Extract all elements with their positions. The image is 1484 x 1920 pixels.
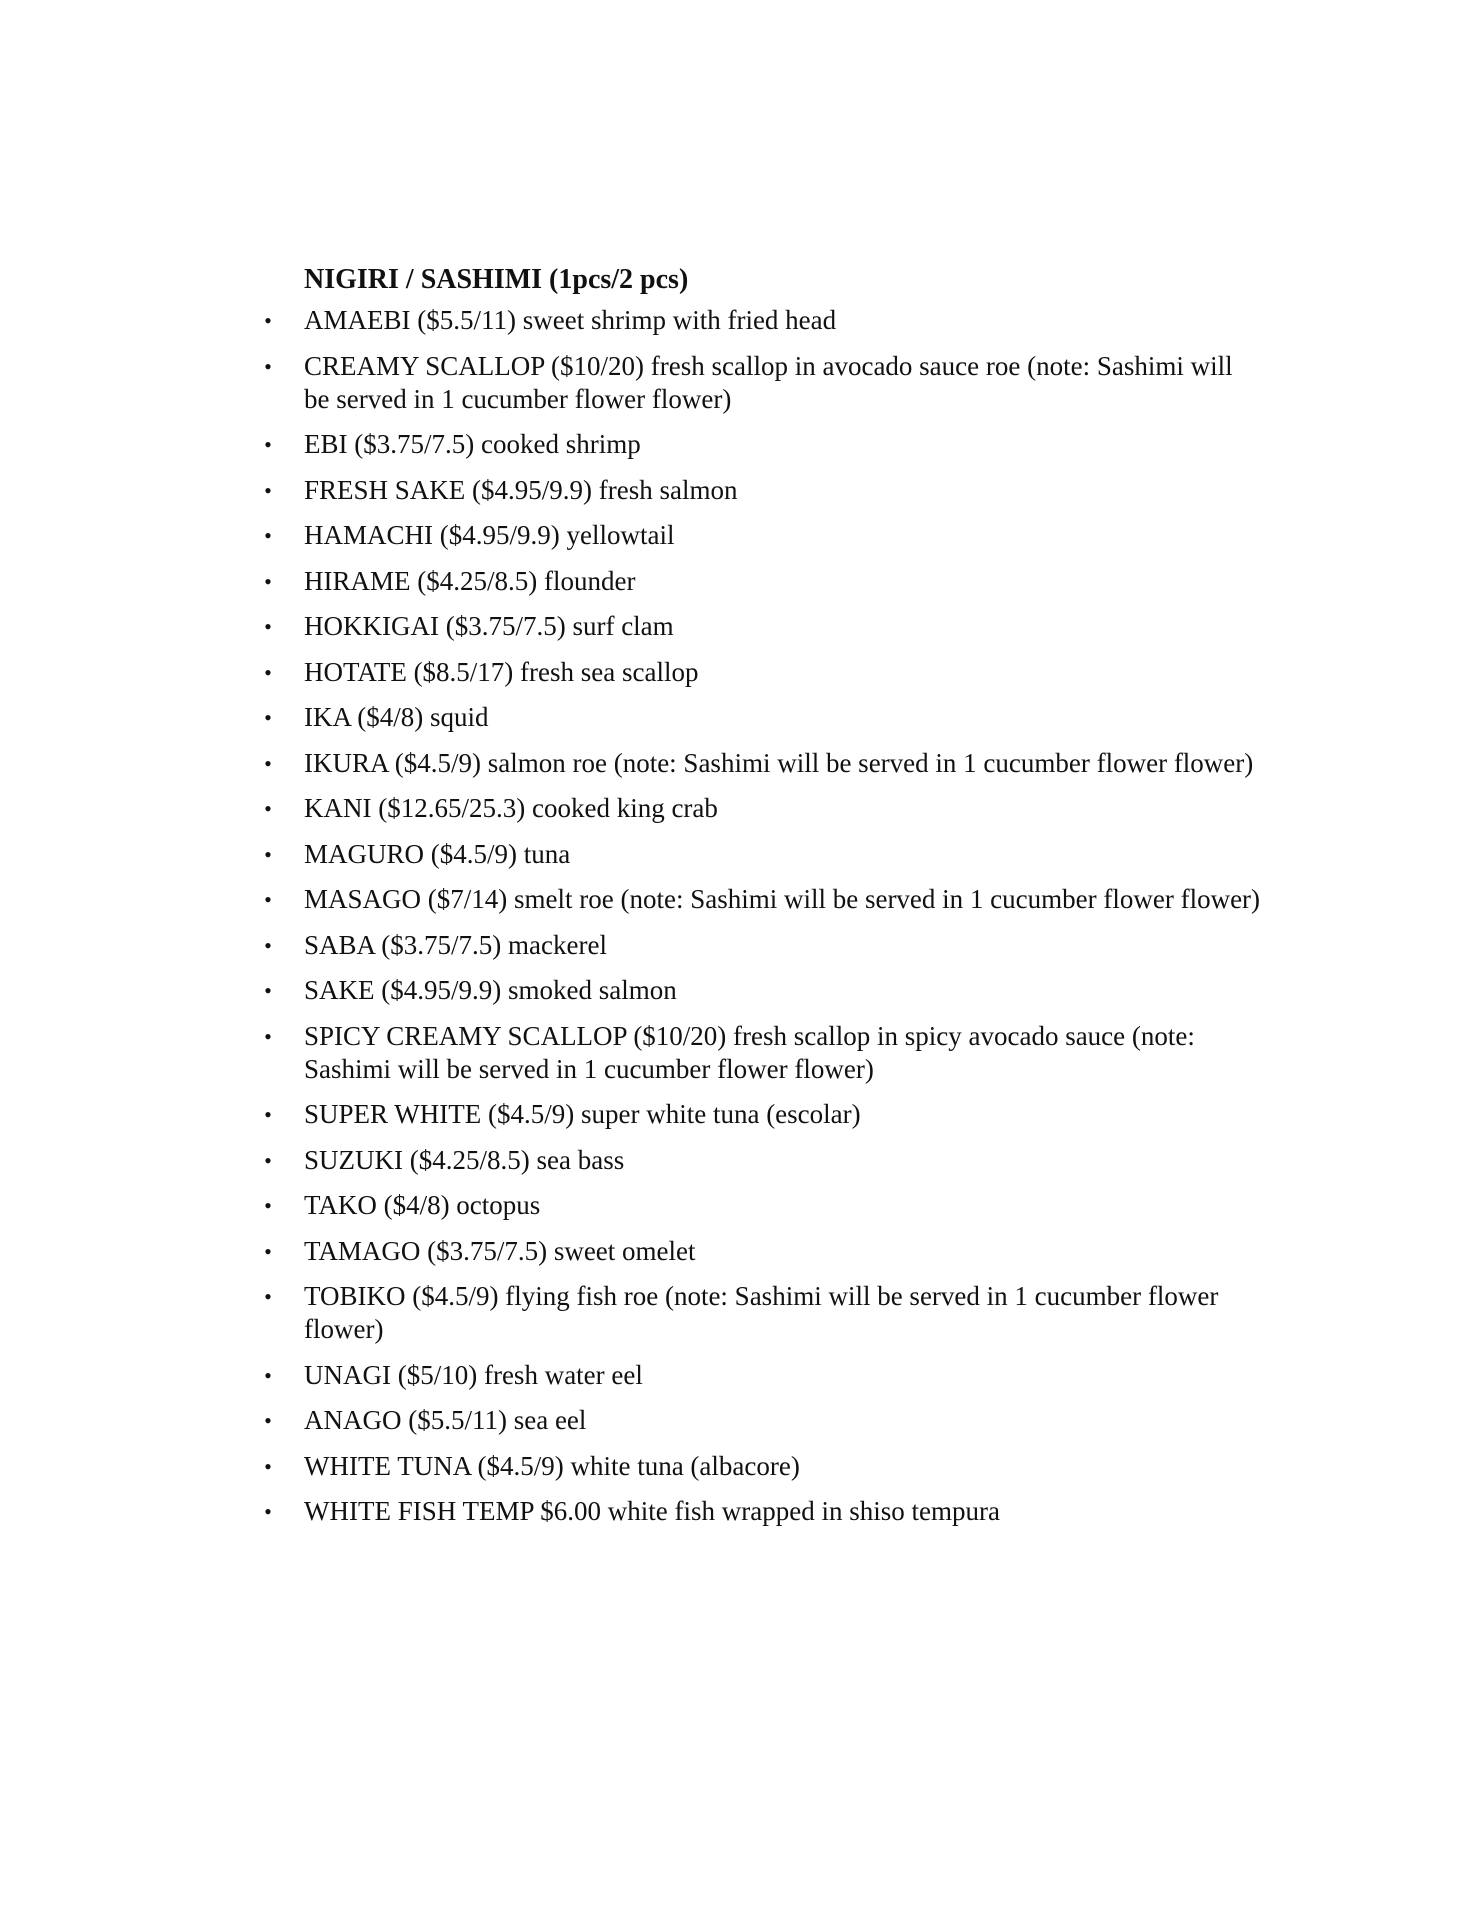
list-item-text: HOTATE ($8.5/17) fresh sea scallop — [304, 656, 699, 687]
list-item — [264, 1280, 1264, 1346]
list-item — [264, 1020, 1264, 1086]
list-item-text: MAGURO ($4.5/9) tuna — [304, 838, 571, 869]
bullet-icon: • — [264, 477, 272, 503]
bullet-icon: • — [264, 614, 272, 639]
list-item — [264, 747, 1264, 780]
list-item-text: SAKE ($4.95/9.9) smoked salmon — [304, 975, 677, 1005]
list-item — [264, 610, 1264, 643]
list-item — [264, 929, 1264, 962]
bullet-icon: • — [264, 659, 272, 685]
list-item-text: HAMACHI ($4.95/9.9) yellowtail — [304, 520, 675, 550]
list-item — [264, 1144, 1264, 1177]
list-item-text: TOBIKO ($4.5/9) flying fish roe (note: Sashimi will be served in 1 cucumber flower flower) — [304, 1281, 1219, 1344]
list-item — [264, 838, 1264, 871]
bullet-icon: • — [264, 1147, 272, 1173]
bullet-icon: • — [264, 841, 272, 867]
bullet-icon: • — [264, 1193, 272, 1218]
bullet-icon: • — [264, 1499, 272, 1524]
list-item-text: SPICY CREAMY SCALLOP ($10/20) fresh scallop in spicy avocado sauce (note: Sashimi will be served in 1 cucumber flower flower) — [304, 1020, 1195, 1084]
list-item-text: MASAGO ($7/14) smelt roe (note: Sashimi will be served in 1 cucumber flower flower) — [304, 884, 1261, 914]
list-item-text: KANI ($12.65/25.3) cooked king crab — [304, 793, 718, 823]
list-item-text: TAKO ($4/8) octopus — [304, 1190, 541, 1220]
list-item-text: SABA ($3.75/7.5) mackerel — [304, 929, 607, 960]
list-item-text: FRESH SAKE ($4.95/9.9) fresh salmon — [304, 474, 738, 505]
bullet-icon: • — [264, 523, 272, 548]
list-item — [264, 1450, 1264, 1483]
bullet-icon: • — [264, 1453, 272, 1479]
list-item-text: EBI ($3.75/7.5) cooked shrimp — [304, 429, 641, 459]
list-item — [264, 701, 1264, 734]
section-heading: NIGIRI / SASHIMI (1pcs/2 pcs) — [304, 264, 689, 295]
bullet-icon: • — [264, 887, 272, 912]
bullet-icon: • — [264, 1238, 272, 1264]
bullet-icon: • — [264, 1284, 272, 1309]
list-item — [264, 883, 1264, 916]
bullet-icon: • — [264, 796, 272, 821]
list-item-text: TAMAGO ($3.75/7.5) sweet omelet — [304, 1235, 696, 1266]
list-item — [264, 565, 1264, 598]
menu-section — [264, 258, 1264, 1541]
list-item-text: IKURA ($4.5/9) salmon roe (note: Sashimi will be served in 1 cucumber flower flower) — [304, 747, 1254, 778]
list-item-text: CREAMY SCALLOP ($10/20) fresh scallop in avocado sauce roe (note: Sashimi will be served in 1 cucumber flower flower) — [304, 350, 1233, 414]
list-item — [264, 974, 1264, 1007]
list-item-text: WHITE FISH TEMP $6.00 white fish wrapped in shiso tempura — [304, 1496, 1000, 1526]
list-item — [264, 1495, 1264, 1528]
list-item-text: SUPER WHITE ($4.5/9) super white tuna (escolar) — [304, 1099, 861, 1129]
list-item-text: UNAGI ($5/10) fresh water eel — [304, 1359, 643, 1390]
list-item — [264, 428, 1264, 461]
bullet-icon: • — [264, 432, 272, 457]
list-item-text: AMAEBI ($5.5/11) sweet shrimp with fried head — [304, 305, 837, 335]
list-item-text: ANAGO ($5.5/11) sea eel — [304, 1405, 587, 1435]
list-item — [264, 1235, 1264, 1268]
bullet-icon: • — [264, 568, 272, 594]
bullet-icon: • — [264, 1362, 272, 1388]
bullet-icon: • — [264, 932, 272, 958]
bullet-icon: • — [264, 1023, 272, 1049]
list-item — [264, 474, 1264, 507]
list-item — [264, 1404, 1264, 1437]
list-item-text: HOKKIGAI ($3.75/7.5) surf clam — [304, 611, 674, 641]
list-item — [264, 792, 1264, 825]
list-item — [264, 304, 1264, 337]
list-item — [264, 1189, 1264, 1222]
bullet-icon: • — [264, 705, 272, 730]
bullet-icon: • — [264, 353, 272, 379]
bullet-icon: • — [264, 308, 272, 333]
list-item — [264, 656, 1264, 689]
list-item-text: IKA ($4/8) squid — [304, 702, 489, 732]
list-item-text: HIRAME ($4.25/8.5) flounder — [304, 565, 636, 596]
list-item — [264, 1359, 1264, 1392]
menu-list — [264, 304, 1264, 1528]
list-item — [264, 350, 1264, 416]
bullet-icon: • — [264, 750, 272, 776]
bullet-icon: • — [264, 978, 272, 1003]
list-item — [264, 1098, 1264, 1131]
list-item-text: SUZUKI ($4.25/8.5) sea bass — [304, 1144, 625, 1175]
list-item — [264, 519, 1264, 552]
bullet-icon: • — [264, 1408, 272, 1433]
bullet-icon: • — [264, 1102, 272, 1127]
list-item-text: WHITE TUNA ($4.5/9) white tuna (albacore) — [304, 1450, 800, 1481]
